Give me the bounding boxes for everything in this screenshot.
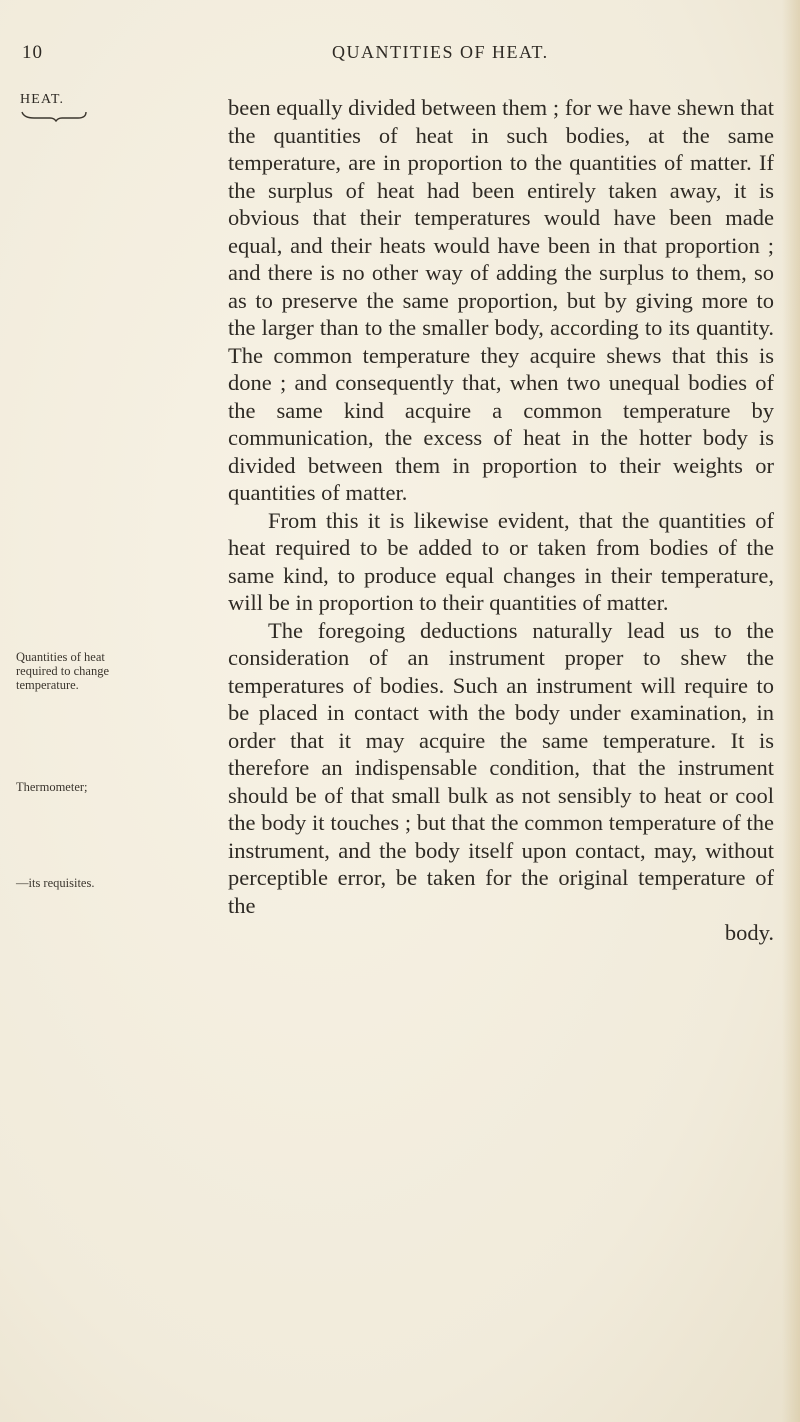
- section-label-text: HEAT.: [20, 92, 65, 107]
- paragraph: The foregoing deductions naturally lead us to the consideration of an instrument proper to shew the temperatures of bodies. Such an instrument will require to be placed in contact with the body under examination, in order that it may acquire the same temperature. It is therefore an indispensable condition, that the instrument should be of that small bulk as not sensibly to heat or cool the body it touches ; but that the common temperature of the instrument, and the body itself upon contact, may, without perceptible error, be taken for the original temperature of the: [228, 617, 774, 918]
- running-head: [22, 42, 762, 72]
- running-title: QUANTITIES OF HEAT.: [332, 42, 549, 62]
- margin-note-requisites: —its requisites.: [16, 876, 95, 890]
- page-edge-shadow: [782, 0, 800, 1422]
- margin-note-thermometer: Thermometer;: [16, 780, 88, 794]
- paragraph: been equally divided between them ; for we have shewn that the quantities of heat in such bodies, at the same temperature, are in proportion to the quantities of matter. If the surplus of heat had been entirely taken away, it is obvious that their temperatures would have been made equal, and their heats would have been in that proportion ; and there is no other way of adding the surplus to them, so as to preserve the same proportion, but by giving more to the larger than to the smaller body, according to its quantity. The common temperature they acquire shews that this is done ; and consequently that, when two unequal bodies of the same kind acquire a common temperature by communication, the excess of heat in the hotter body is divided between them in proportion to their weights or quantities of matter.: [228, 95, 774, 505]
- paragraph-end: body.: [724, 920, 774, 945]
- margin-note-quantities: Quantities of heat required to change temperature.: [16, 650, 110, 692]
- page-number: 10: [22, 42, 43, 63]
- paragraph: From this it is likewise evident, that the quantities of heat required to be added to or taken from bodies of the same kind, to produce equal changes in their temperature, will be in proportion to their quantities of matter.: [228, 507, 774, 615]
- section-label: [20, 92, 100, 122]
- brace-icon: [20, 110, 88, 122]
- body-text: [228, 94, 774, 947]
